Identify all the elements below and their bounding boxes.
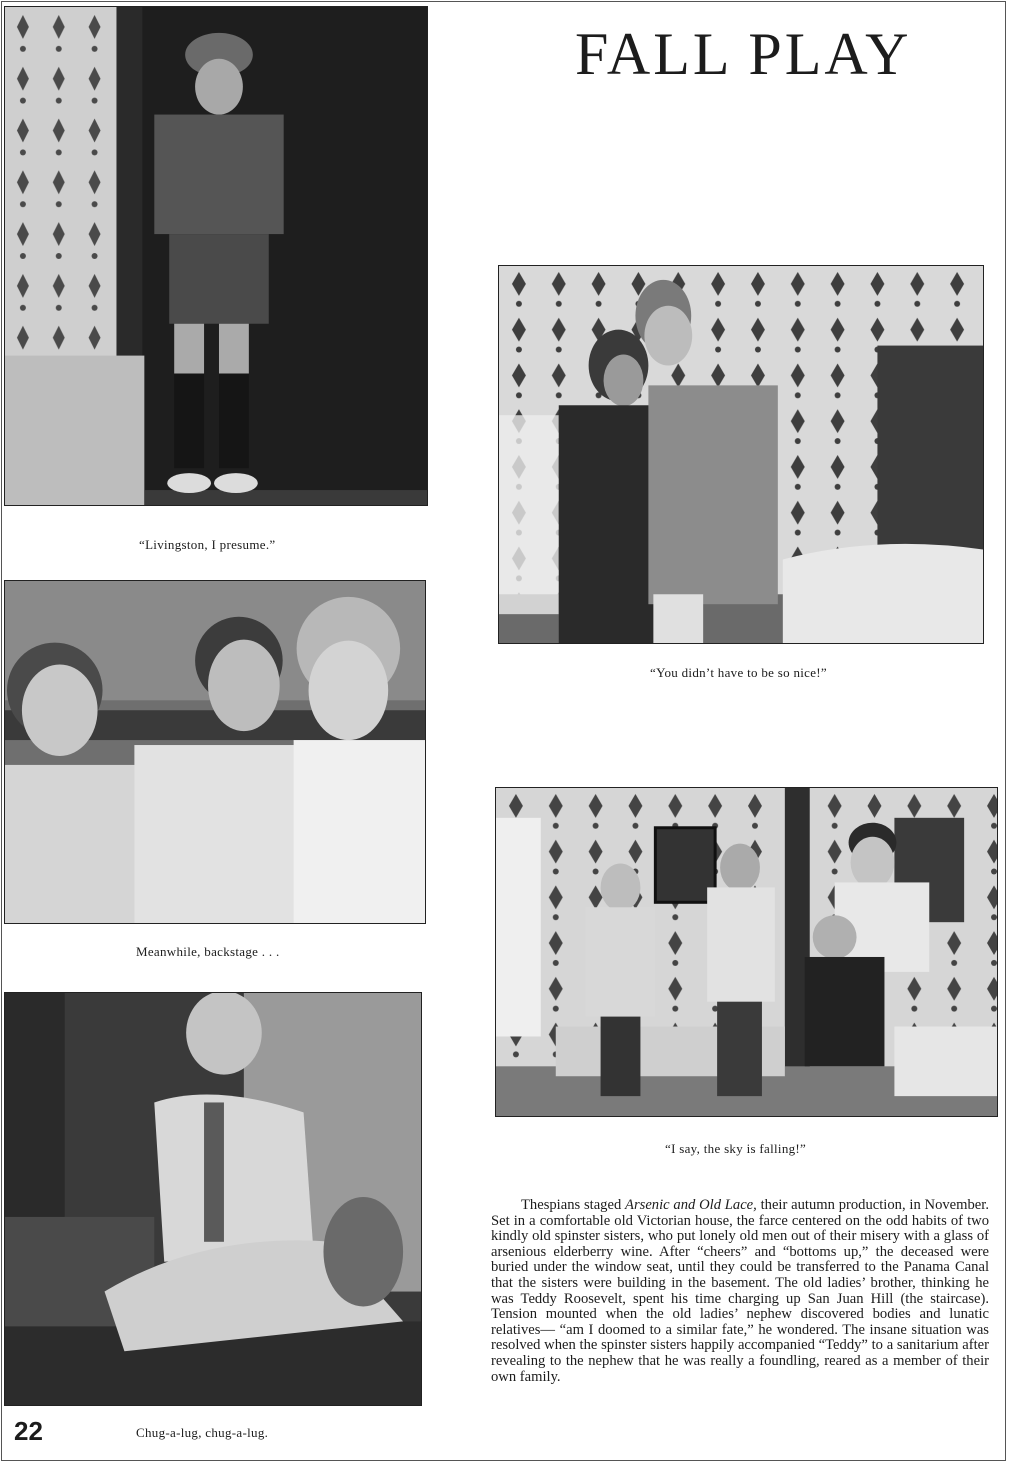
photo-couple <box>498 265 984 644</box>
caption-group: “I say, the sky is falling!” <box>665 1141 807 1156</box>
page-title: FALL PLAY <box>575 21 912 87</box>
photo-backstage <box>4 580 426 924</box>
article-play-title: Arsenic and Old Lace, <box>625 1197 757 1213</box>
article-text: their autumn production, in November. Set in a comfortable old Victorian house, the farce centered on the odd habits of two kindly old spinster sisters, who put lonely old men out of their misery with a glass of arsenious elderberry wine. After “cheers” and “bottoms up,” the deceased were buried under the window seat, until they could be transferred to the Panama Canal that the sisters were building in the basement. The old ladies’ brother, thinking he was Teddy Roosevelt, spent his time charging up San Juan Hill (the staircase). Tension mounted when the old ladies’ nephew discovered bodies and lunatic relatives— “am I doomed to a similar fate,” he wondered. The insane situation was resolved when the spinster sisters happily accompanied “Teddy” to a sanitarium after revealing to the nephew that he was really a foundling, reared as a member of their own family. <box>491 1197 989 1385</box>
photo-chug-a-lug <box>4 992 422 1406</box>
caption-couple: “You didn’t have to be so nice!” <box>650 665 828 680</box>
article-intro: Thespians staged <box>521 1197 626 1213</box>
caption-chug-a-lug: Chug-a-lug, chug-a-lug. <box>136 1425 269 1440</box>
caption-livingston: “Livingston, I presume.” <box>139 537 276 552</box>
caption-backstage: Meanwhile, backstage . . . <box>136 944 280 959</box>
photo-group <box>495 787 998 1117</box>
article-body <box>491 1198 989 1385</box>
page-number: 22 <box>14 1416 43 1446</box>
photo-livingston <box>4 6 428 506</box>
